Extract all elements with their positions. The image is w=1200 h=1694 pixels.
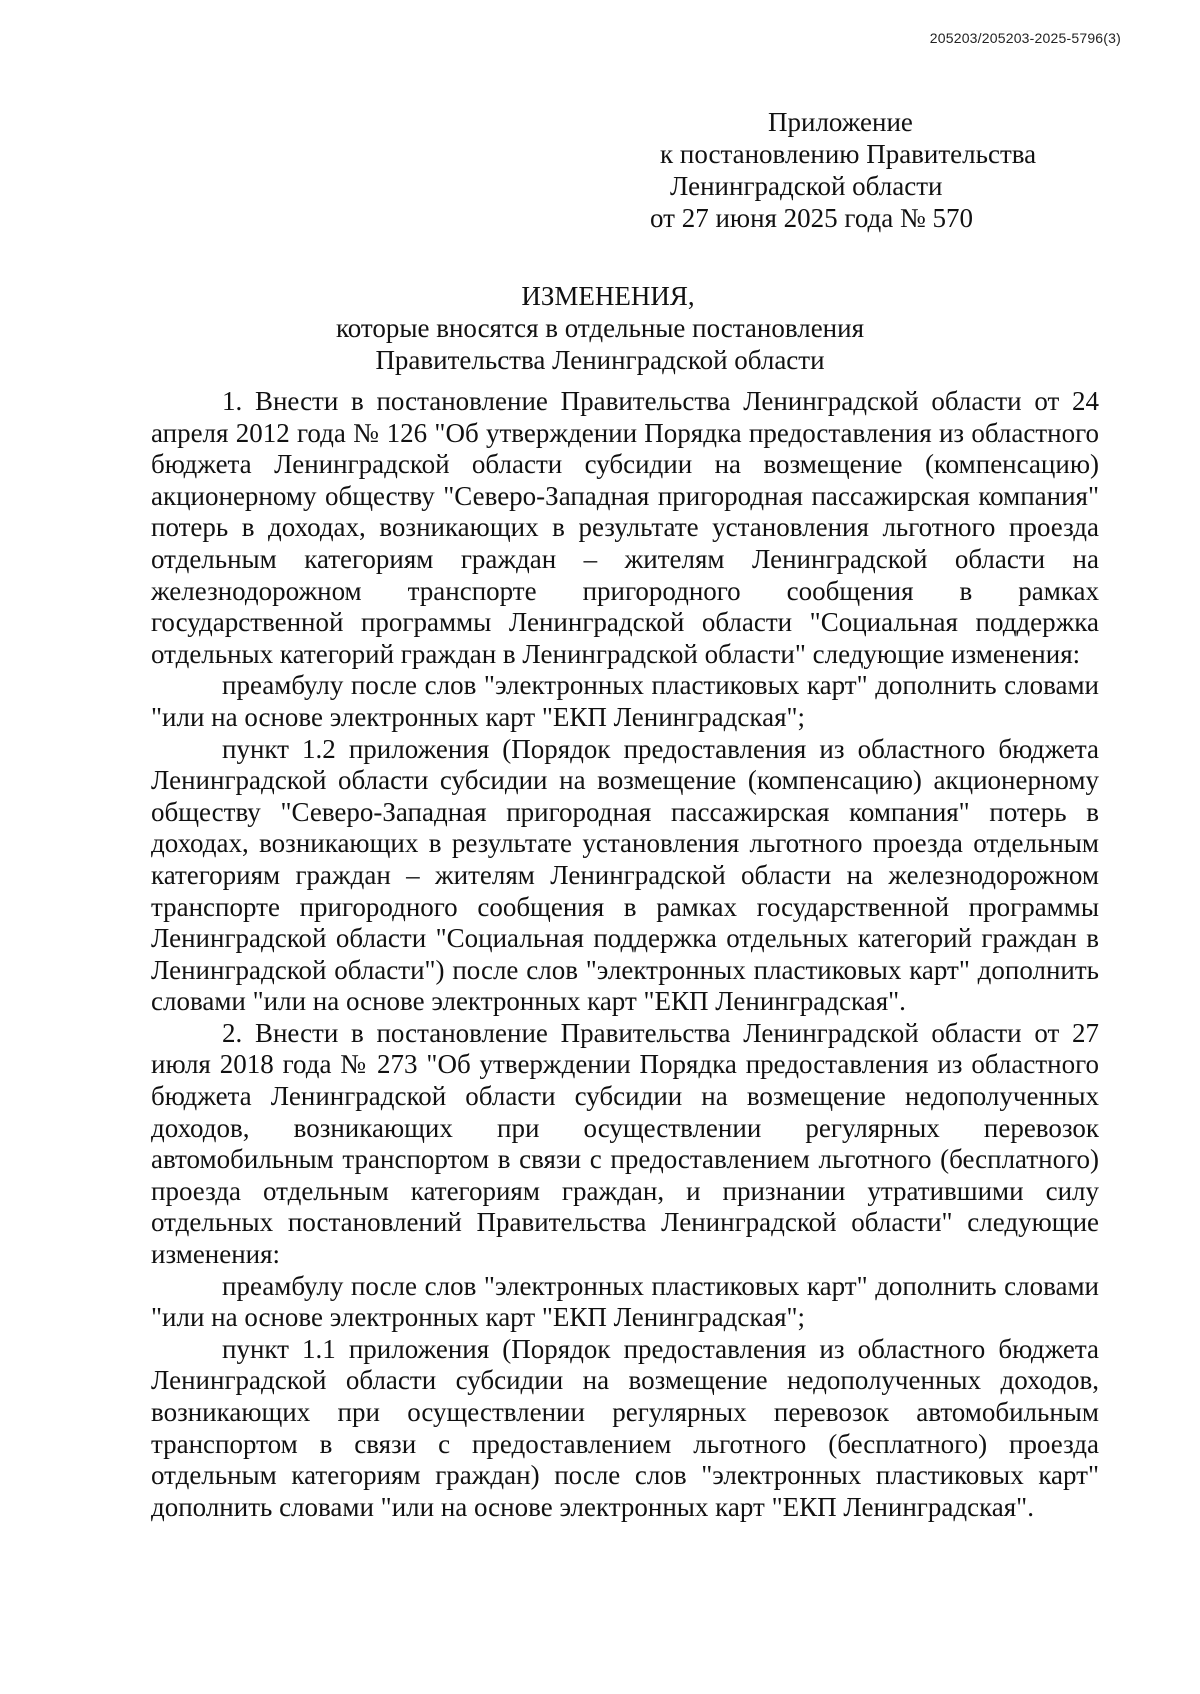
- paragraph-2: преамбулу после слов "электронных пластиковых карт" дополнить словами "или на основе электронных карт "ЕКП Ленинградская";: [151, 670, 1099, 732]
- document-registration-number: 205203/205203-2025-5796(3): [929, 30, 1121, 46]
- appendix-header: [650, 106, 1036, 234]
- paragraph-3: пункт 1.2 приложения (Порядок предоставления из областного бюджета Ленинградской области субсидии на возмещение (компенсацию) акционерному обществу "Северо-Западная пригородная пассажирская компания" потерь в доходах, возникающих в результате установления льготного проезда отдельным категориям граждан – жителям Ленинградской области на железнодорожном транспорте пригородного сообщения в рамках государственной программы Ленинградской области "Социальная поддержка отдельных категорий граждан в Ленинградской области") после слов "электронных пластиковых карт" дополнить словами "или на основе электронных карт "ЕКП Ленинградская".: [151, 733, 1099, 1017]
- appendix-region: Ленинградской области: [670, 171, 943, 201]
- paragraph-6: пункт 1.1 приложения (Порядок предоставления из областного бюджета Ленинградской области субсидии на возмещение недополученных доходов, возникающих при осуществлении регулярных перевозок автомобильным транспортом в связи с предоставлением льготного (бесплатного) проезда отдельным категориям граждан) после слов "электронных пластиковых карт" дополнить словами "или на основе электронных карт "ЕКП Ленинградская".: [151, 1333, 1099, 1522]
- title-heading: ИЗМЕНЕНИЯ,: [521, 281, 695, 311]
- title-subtitle-line1: которые вносятся в отдельные постановления: [335, 313, 865, 343]
- appendix-label: Приложение: [768, 107, 913, 137]
- appendix-date-number: от 27 июня 2025 года № 570: [650, 203, 974, 233]
- document-body: [151, 386, 1099, 1523]
- paragraph-5: преамбулу после слов "электронных пластиковых карт" дополнить словами "или на основе электронных карт "ЕКП Ленинградская";: [151, 1270, 1099, 1333]
- paragraph-4: 2. Внести в постановление Правительства Ленинградской области от 27 июля 2018 года № 273 "Об утверждении Порядка предоставления из областного бюджета Ленинградской области субсидии на возмещение недополученных доходов, возникающих при осуществлении регулярных перевозок автомобильным транспортом в связи с предоставлением льготного (бесплатного) проезда отдельным категориям граждан, и признании утратившими силу отдельных постановлений Правительства Ленинградской области" следующие изменения:: [151, 1017, 1099, 1270]
- title-subtitle-line2: Правительства Ленинградской области: [375, 345, 825, 375]
- appendix-resolution-ref: к постановлению Правительства: [660, 139, 1037, 169]
- paragraph-1: 1. Внести в постановление Правительства Ленинградской области от 24 апреля 2012 года № 126 "Об утверждении Порядка предоставления из областного бюджета Ленинградской области субсидии на возмещение (компенсацию) акционерному обществу "Северо-Западная пригородная пассажирская компания" потерь в доходах, возникающих в результате установления льготного проезда отдельным категориям граждан – жителям Ленинградской области на железнодорожном транспорте пригородного сообщения в рамках государственной программы Ленинградской области "Социальная поддержка отдельных категорий граждан в Ленинградской области" следующие изменения:: [151, 386, 1099, 669]
- document-title: [0, 280, 1200, 376]
